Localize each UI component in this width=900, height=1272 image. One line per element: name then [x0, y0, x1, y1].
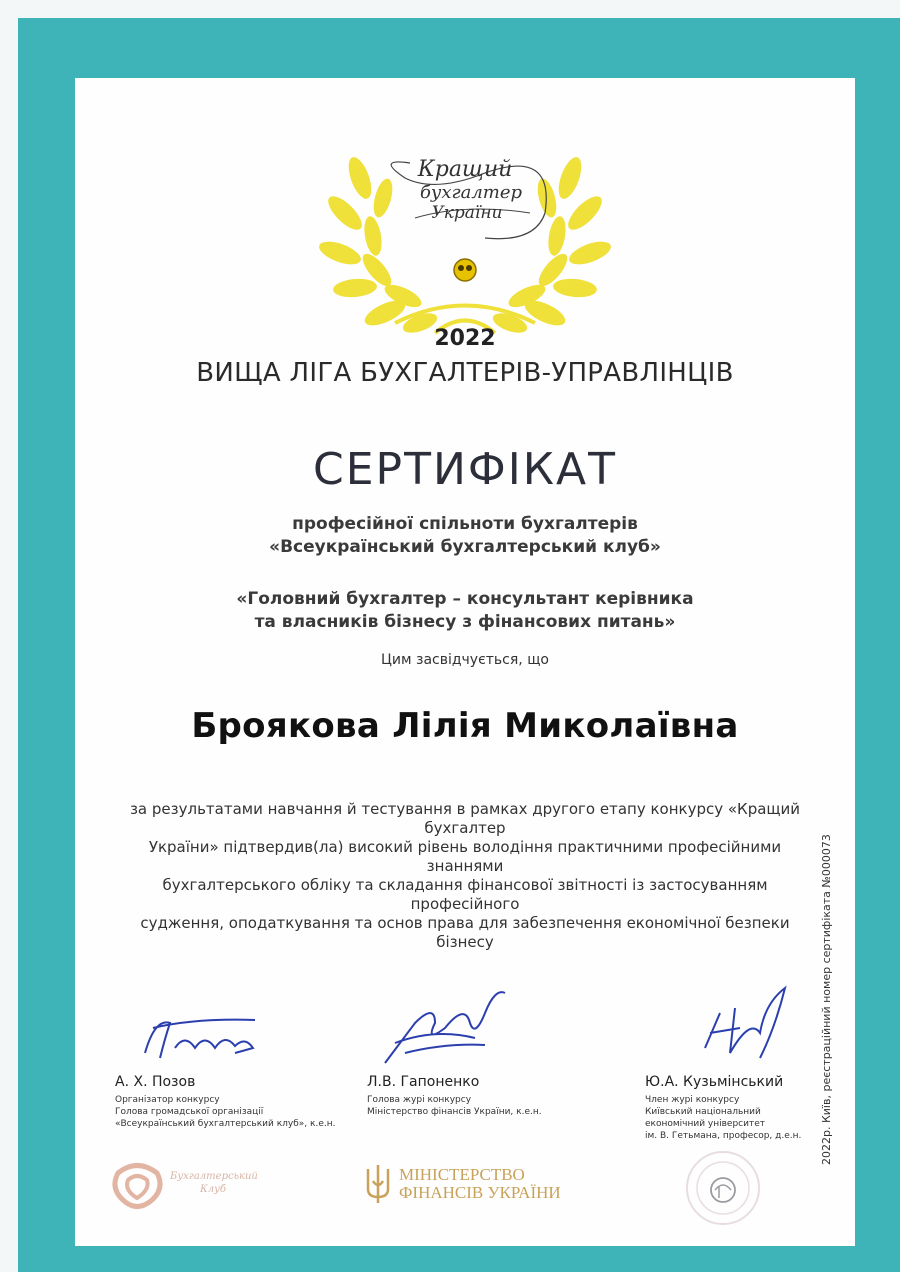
league-title: ВИЩА ЛІГА БУХГАЛТЕРІВ-УПРАВЛІНЦІВ [196, 358, 734, 388]
certificate-sheet [75, 78, 855, 1246]
registration-note: 2022р. Київ, реєстраційний номер сертифіката №000073 [820, 834, 833, 1165]
signer-role [367, 1094, 607, 1118]
role-line: Організатор конкурсу [115, 1095, 220, 1105]
signer-name: Л.В. Гапоненко [367, 1074, 480, 1090]
role-line: Міністерство фінансів України, к.е.н. [367, 1107, 542, 1117]
logo-script-line3: України [431, 203, 503, 223]
club-emblem-icon [110, 1158, 165, 1213]
signer-gaponenko [367, 1074, 607, 1118]
achievement-text [115, 800, 815, 952]
ministry-name-line: ФІНАНСІВ УКРАЇНИ [399, 1183, 561, 1202]
frame-edge-left [0, 0, 18, 1272]
signer-pozov [115, 1074, 355, 1130]
role-line: Член журі конкурсу [645, 1095, 740, 1105]
body-line: судження, оподаткування та основ права для забезпечення економічної безпеки бізнесу [140, 914, 790, 951]
ministry-name-line: МІНІСТЕРСТВО [399, 1165, 525, 1184]
wheat-wreath-icon [315, 118, 615, 348]
signer-role [645, 1094, 885, 1142]
program-line: та власників бізнесу з фінансових питань» [254, 612, 676, 632]
ministry-logo [365, 1163, 565, 1208]
signer-name: А. Х. Позов [115, 1074, 196, 1090]
signature-gaponenko [375, 983, 515, 1073]
trident-icon [365, 1163, 391, 1205]
role-line: економічний університет [645, 1119, 766, 1129]
body-line: України» підтвердив(ла) високий рівень володіння практичними професійними знаннями [148, 838, 782, 875]
role-line: Голова журі конкурсу [367, 1095, 472, 1105]
signer-name: Ю.А. Кузьмінський [645, 1074, 784, 1090]
body-line: за результатами навчання й тестування в рамках другого етапу конкурсу «Кращий бухгалтер [129, 800, 801, 837]
certify-text: Цим засвідчується, що [381, 652, 549, 668]
contest-year: 2022 [434, 326, 496, 351]
signer-kuzminsky [645, 1074, 885, 1142]
role-line: Голова громадської організації [115, 1107, 264, 1117]
club-name-line: Клуб [200, 1184, 227, 1195]
club-name-line: Бухгалтерський [170, 1171, 258, 1182]
recipient-name: Броякова Лілія Миколаївна [191, 706, 739, 746]
subtitle-line: «Всеукраїнський бухгалтерський клуб» [269, 537, 661, 557]
logo-script-line1: Кращий [417, 157, 513, 182]
signer-role [115, 1094, 355, 1130]
program-line: «Головний бухгалтер – консультант керівника [236, 589, 694, 609]
logo-script-line2: бухгалтер [419, 182, 523, 203]
certificate-subtitle [75, 513, 855, 559]
club-logo [110, 1158, 260, 1213]
university-seal-icon [683, 1148, 763, 1228]
frame-edge [0, 0, 900, 18]
subtitle-line: професійної спільноти бухгалтерів [292, 514, 638, 534]
certificate-title: СЕРТИФІКАТ [313, 444, 617, 495]
signature-pozov [135, 1008, 275, 1068]
role-line: Київський національний [645, 1107, 761, 1117]
program-title [75, 588, 855, 634]
role-line: «Всеукраїнський бухгалтерський клуб», к.е.н. [115, 1119, 336, 1129]
body-line: бухгалтерського обліку та складання фінансової звітності із застосуванням професійного [162, 876, 768, 913]
signature-kuzminsky [690, 978, 800, 1073]
role-line: ім. В. Гетьмана, професор, д.е.н. [645, 1131, 802, 1141]
